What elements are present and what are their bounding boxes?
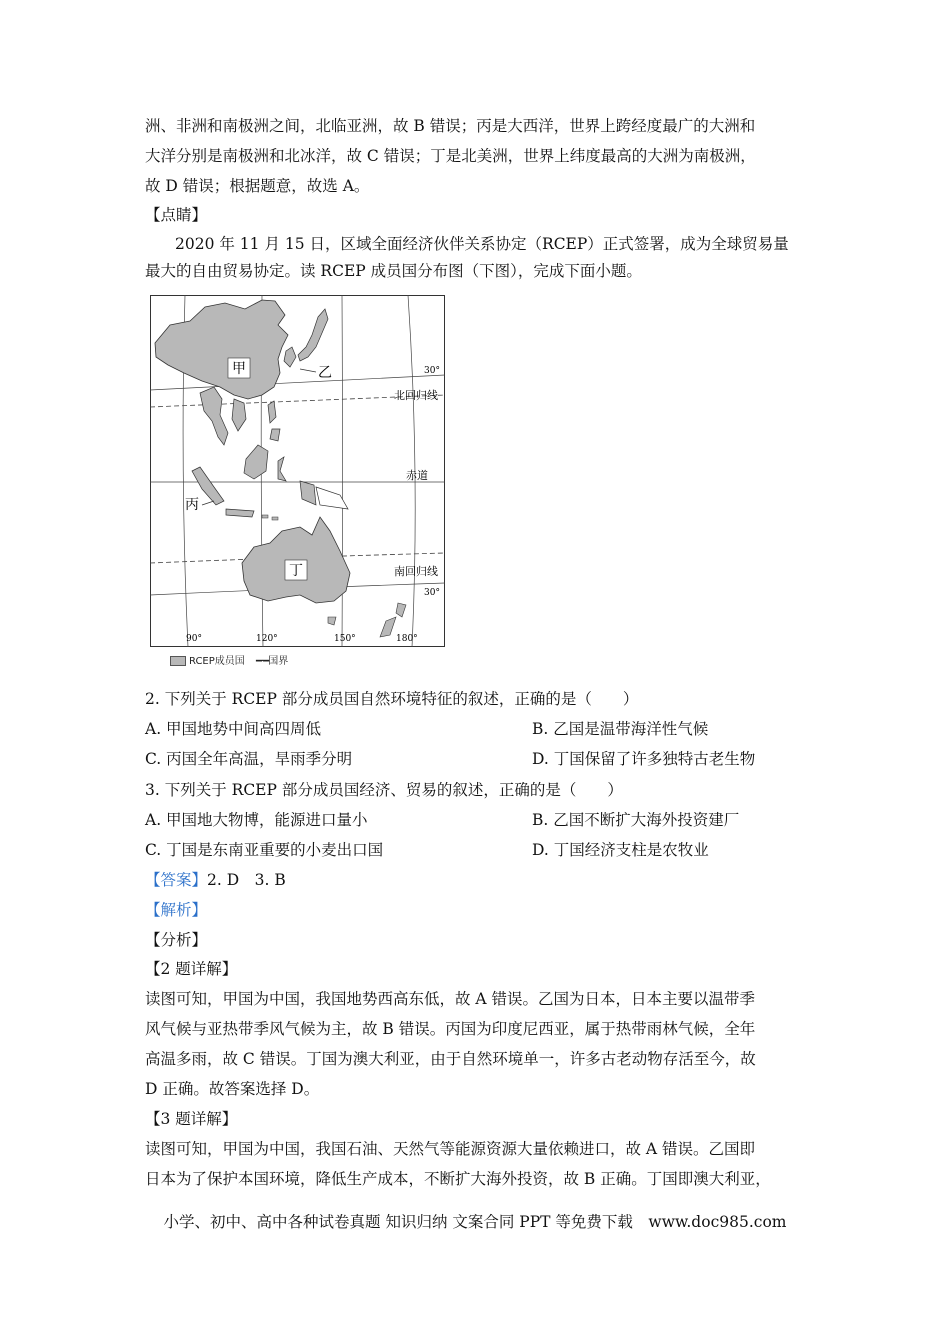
dianjing-heading: 【点睛】	[145, 206, 208, 224]
answer-label: 【答案】	[145, 871, 208, 889]
detail2-line: 风气候与亚热带季风气候为主，故 B 错误。丙国为印度尼西亚，属于热带雨林气候，全年	[145, 1020, 756, 1038]
label-bing: 丙	[185, 497, 199, 513]
rcep-map	[150, 295, 445, 647]
label-tropic-south: 南回归线	[394, 565, 438, 578]
body-text-line: 大洋分别是南极洲和北冰洋，故 C 错误；丁是北美洲，世界上纬度最高的大洲为南极洲，	[145, 147, 756, 165]
intro-line: 最大的自由贸易协定。读 RCEP 成员国分布图（下图），完成下面小题。	[145, 262, 642, 280]
intro-line: 2020 年 11 月 15 日，区域全面经济伙伴关系协定（RCEP）正式签署，成为全球贸易量	[175, 235, 789, 253]
label-yi: 乙	[318, 365, 332, 381]
jiexi-heading: 【解析】	[145, 901, 208, 919]
fenxi-heading: 【分析】	[145, 931, 208, 949]
q3-option-d: D. 丁国经济支柱是农牧业	[532, 841, 709, 859]
label-lon-180: 180°	[396, 634, 418, 644]
legend-member-swatch	[170, 656, 186, 666]
label-lon-120: 120°	[256, 634, 278, 644]
body-text-line: 故 D 错误；根据题意，故选 A。	[145, 177, 370, 195]
label-ding: 丁	[289, 563, 303, 579]
q3-option-a: A. 甲国地大物博，能源进口量小	[145, 811, 368, 829]
q2-stem: 2. 下列关于 RCEP 部分成员国自然环境特征的叙述，正确的是（ ）	[145, 690, 639, 708]
page-footer: 小学、初中、高中各种试卷真题 知识归纳 文案合同 PPT 等免费下载 www.doc985.com	[163, 1213, 787, 1231]
q2-option-b: B. 乙国是温带海洋性气候	[532, 720, 709, 738]
label-jia: 甲	[232, 361, 246, 377]
q2-option-d: D. 丁国保留了许多独特古老生物	[532, 750, 756, 768]
legend-border-label: 国界	[268, 656, 289, 667]
label-lat-30s: 30°	[424, 588, 440, 598]
answer-line	[145, 869, 286, 891]
label-lon-90: 90°	[186, 634, 202, 644]
map-legend	[170, 652, 288, 667]
q3-option-c: C. 丁国是东南亚重要的小麦出口国	[145, 841, 384, 859]
q2-option-c: C. 丙国全年高温，旱雨季分明	[145, 750, 353, 768]
legend-border-symbol: ━·━	[255, 656, 269, 667]
detail2-heading: 【2 题详解】	[145, 960, 238, 978]
detail3-heading: 【3 题详解】	[145, 1110, 238, 1128]
body-text-line: 洲、非洲和南极洲之间，北临亚洲，故 B 错误；丙是大西洋，世界上跨经度最广的大洲和	[145, 117, 756, 135]
label-tropic-north: 北回归线	[394, 389, 438, 402]
label-lon-150: 150°	[334, 634, 356, 644]
detail2-line: D 正确。故答案选择 D。	[145, 1080, 320, 1098]
label-lat-30n: 30°	[424, 366, 440, 376]
label-equator: 赤道	[406, 469, 428, 482]
q2-option-a: A. 甲国地势中间高四周低	[145, 720, 322, 738]
answer-text: 2. D 3. B	[207, 871, 286, 889]
detail3-line: 读图可知，甲国为中国，我国石油、天然气等能源资源大量依赖进口，故 A 错误。乙国即	[145, 1140, 756, 1158]
legend-member-label: RCEP成员国	[189, 656, 245, 667]
q3-stem: 3. 下列关于 RCEP 部分成员国经济、贸易的叙述，正确的是（ ）	[145, 781, 623, 799]
detail2-line: 读图可知，甲国为中国，我国地势西高东低，故 A 错误。乙国为日本，日本主要以温带季	[145, 990, 756, 1008]
detail2-line: 高温多雨，故 C 错误。丁国为澳大利亚，由于自然环境单一，许多古老动物存活至今，故	[145, 1050, 756, 1068]
detail3-line: 日本为了保护本国环境，降低生产成本，不断扩大海外投资，故 B 正确。丁国即澳大利亚，	[145, 1170, 771, 1188]
q3-option-b: B. 乙国不断扩大海外投资建厂	[532, 811, 740, 829]
